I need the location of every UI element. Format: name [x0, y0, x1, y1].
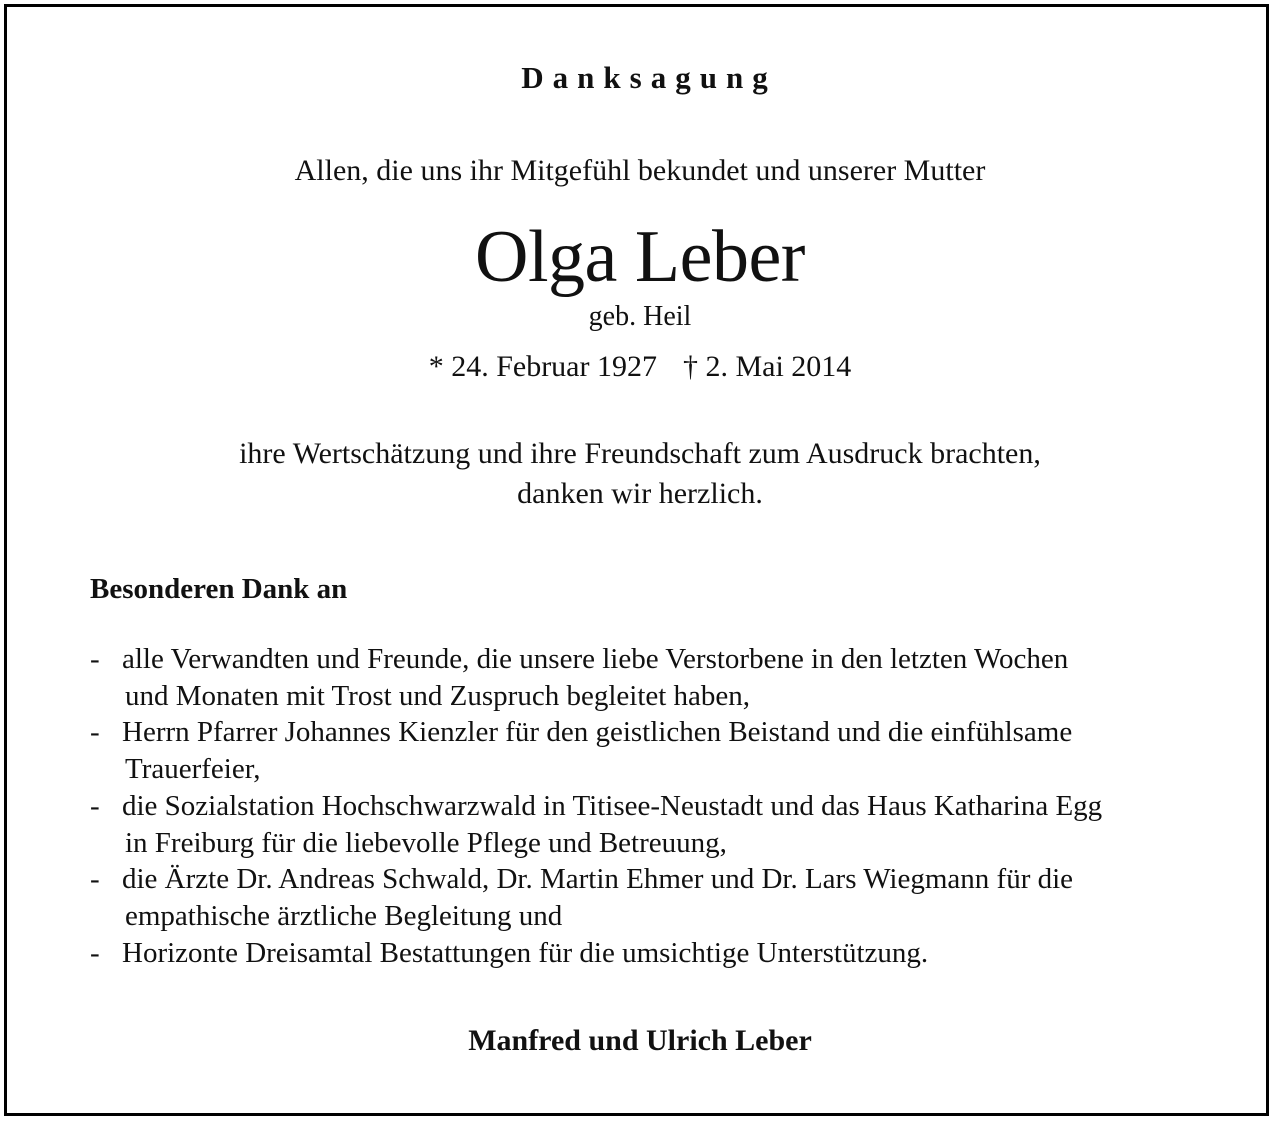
list-item: [90, 788, 1220, 861]
thanks-list: [90, 641, 1220, 971]
thanks-text-line-2: danken wir herzlich.: [517, 477, 763, 510]
list-bullet: -: [90, 789, 100, 822]
list-item-line: Trauerfeier,: [125, 753, 261, 786]
list-item: [90, 641, 1220, 714]
list-item: [90, 935, 1220, 972]
list-item-line: die Ärzte Dr. Andreas Schwald, Dr. Martin Ehmer und Dr. Lars Wiegmann für die: [122, 863, 1074, 896]
list-item-line: Horizonte Dreisamtal Bestattungen für die umsichtige Unterstützung.: [122, 936, 929, 969]
list-bullet: -: [90, 863, 100, 896]
list-item-line: Herrn Pfarrer Johannes Kienzler für den geistlichen Beistand und die einfühlsame: [122, 716, 1073, 749]
list-item-line: empathische ärztliche Begleitung und: [125, 899, 563, 932]
birth-date: * 24. Februar 1927: [428, 350, 657, 383]
list-item-line: und Monaten mit Trost und Zuspruch begleitet haben,: [125, 679, 751, 712]
list-bullet: -: [90, 936, 100, 969]
list-item: [90, 714, 1220, 787]
birth-name: geb. Heil: [588, 301, 692, 332]
list-bullet: -: [90, 716, 100, 749]
list-item-line: alle Verwandten und Freunde, die unsere liebe Verstorbene in den letzten Wochen: [122, 643, 1069, 675]
thanks-text-line-1: ihre Wertschätzung und ihre Freundschaft zum Ausdruck brachten,: [239, 437, 1041, 470]
signature: Manfred und Ulrich Leber: [468, 1024, 812, 1057]
list-item-line: in Freiburg für die liebevolle Pflege und Betreuung,: [125, 826, 727, 859]
deceased-name: Olga Leber: [475, 216, 805, 298]
list-item: [90, 861, 1220, 934]
special-thanks-heading: Besonderen Dank an: [90, 573, 348, 605]
intro-text: Allen, die uns ihr Mitgefühl bekundet und unserer Mutter: [294, 154, 986, 187]
death-date: † 2. Mai 2014: [682, 350, 852, 383]
life-dates: [0, 350, 1280, 384]
list-item-line: die Sozialstation Hochschwarzwald in Titisee-Neustadt und das Haus Katharina Egg: [122, 789, 1103, 822]
notice-heading: Danksagung: [521, 60, 777, 95]
list-bullet: -: [90, 643, 100, 675]
